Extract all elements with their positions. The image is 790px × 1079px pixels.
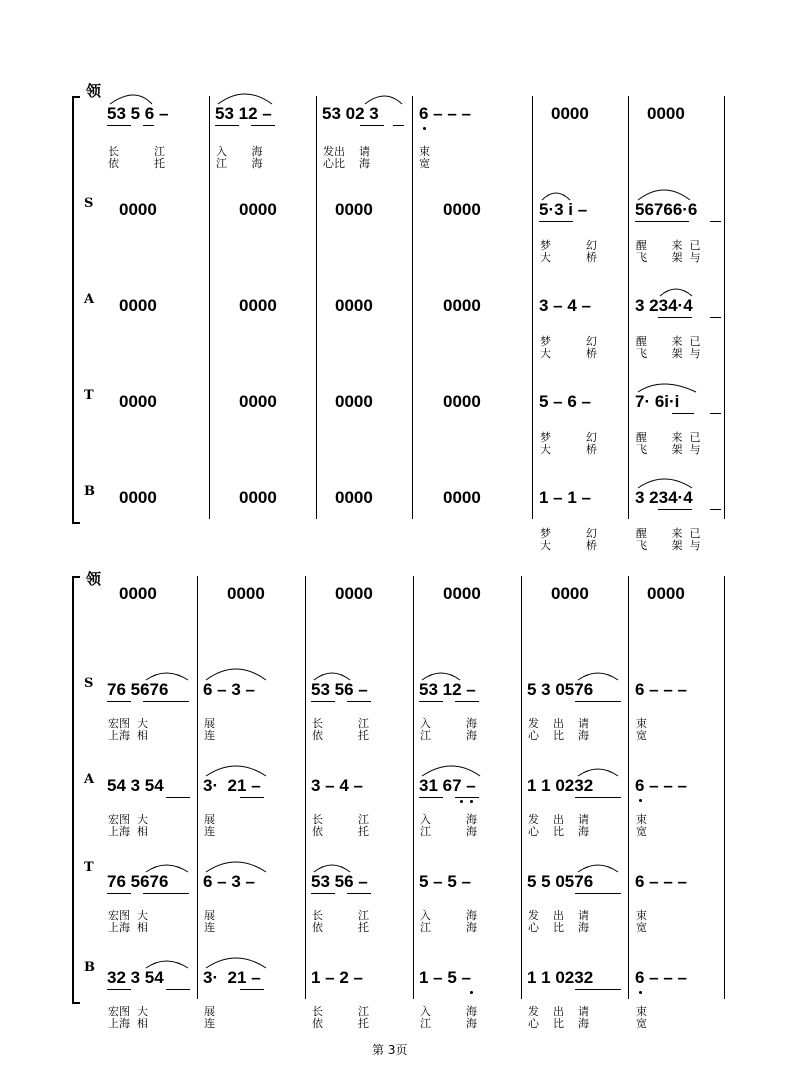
measure-notes: 6 – – – xyxy=(419,104,471,123)
slur xyxy=(206,669,266,680)
slur xyxy=(638,190,690,200)
part-label-bass: B xyxy=(84,484,95,499)
measure-notes: 3 234·4 xyxy=(635,296,693,315)
system-bracket xyxy=(72,576,80,1004)
measure-notes: 53 02 3 xyxy=(322,104,379,123)
lyric-line: 上海 相 xyxy=(108,825,148,838)
part-label-alto: A xyxy=(84,292,95,307)
lyric-line: 心比 海 xyxy=(323,157,370,170)
barline xyxy=(197,576,198,999)
lyric-line: 长 江 xyxy=(312,909,369,922)
lyric-line: 心 比 海 xyxy=(528,1017,589,1030)
measure-notes: 6 – 3 – xyxy=(203,680,255,699)
underline xyxy=(107,893,131,894)
lyric-line: 束 xyxy=(636,717,647,730)
rest-measure: 0000 xyxy=(647,584,685,603)
rest-measure: 0000 xyxy=(443,392,481,411)
measure-notes: 53 5 6 – xyxy=(107,104,169,123)
slur xyxy=(542,193,570,200)
barline xyxy=(724,96,725,519)
rest-measure: 0000 xyxy=(119,200,157,219)
lyric-line: 依 托 xyxy=(312,921,369,934)
underline xyxy=(539,221,573,222)
underline xyxy=(347,701,371,702)
rest-measure: 0000 xyxy=(239,296,277,315)
slur xyxy=(638,479,692,488)
measure-notes: 53 12 – xyxy=(215,104,272,123)
lyric-line: 大 桥 xyxy=(540,347,597,360)
rest-measure: 0000 xyxy=(119,392,157,411)
barline xyxy=(413,576,414,999)
lyric-line: 心 比 海 xyxy=(528,729,589,742)
slur xyxy=(365,96,402,104)
measure-notes: 6 – – – xyxy=(635,968,687,987)
rest-measure: 0000 xyxy=(443,584,481,603)
lyric-line: 江 海 xyxy=(420,921,477,934)
lyric-line: 大 桥 xyxy=(540,443,597,456)
lyric-line: 入 海 xyxy=(420,717,477,730)
slur xyxy=(110,95,152,104)
measure-notes: 5 – 5 – xyxy=(419,872,471,891)
lyric-line: 大 桥 xyxy=(540,251,597,264)
measure-notes: 3· 21 – xyxy=(203,968,261,987)
lyric-line: 江 海 xyxy=(420,1017,477,1030)
measure-notes: 31 67 – xyxy=(419,776,476,795)
barline xyxy=(412,96,413,519)
underline xyxy=(575,797,621,798)
underline xyxy=(710,413,721,414)
system-bracket xyxy=(72,96,80,524)
underline xyxy=(710,509,721,510)
lyric-line: 宽 xyxy=(636,1017,647,1030)
measure-notes: 7· 6i·i xyxy=(635,392,680,411)
measure-notes: 3 234·4 xyxy=(635,488,693,507)
measure-notes: 3· 21 – xyxy=(203,776,261,795)
lyric-line: 醒 来 已 xyxy=(636,239,701,252)
measure-notes: 3 – 4 – xyxy=(539,296,591,315)
slur xyxy=(146,865,188,872)
barline xyxy=(209,96,210,519)
measure-notes: 6 – – – xyxy=(635,776,687,795)
lyric-line: 飞 架 与 xyxy=(636,347,701,360)
lyric-line: 梦 幻 xyxy=(540,431,597,444)
lyric-line: 宏图 大 xyxy=(108,909,148,922)
underline xyxy=(107,125,131,126)
slur xyxy=(638,384,696,392)
low-octave-dot xyxy=(639,799,642,802)
lyric-line: 梦 幻 xyxy=(540,239,597,252)
underline xyxy=(710,317,721,318)
lyric-line: 入 海 xyxy=(216,145,263,158)
part-label-soprano: S xyxy=(84,676,94,691)
slur xyxy=(422,673,460,680)
underline xyxy=(347,893,371,894)
lyric-line: 上海 相 xyxy=(108,921,148,934)
low-octave-dot xyxy=(460,800,463,803)
measure-notes: 5 5 0576 xyxy=(527,872,594,891)
barline xyxy=(628,576,629,999)
lyric-line: 入 海 xyxy=(420,813,477,826)
lyric-line: 宽 xyxy=(636,729,647,742)
underline xyxy=(658,317,692,318)
underline xyxy=(251,125,275,126)
rest-measure: 0000 xyxy=(443,296,481,315)
lyric-line: 江 海 xyxy=(420,729,477,742)
barline xyxy=(521,576,522,999)
lyric-line: 束 xyxy=(636,1005,647,1018)
measure-notes: 76 5676 xyxy=(107,680,169,699)
lyric-line: 展 xyxy=(204,909,215,922)
low-octave-dot xyxy=(470,991,473,994)
measure-notes: 56766·6 xyxy=(635,200,698,219)
rest-measure: 0000 xyxy=(335,392,373,411)
measure-notes: 76 5676 xyxy=(107,872,169,891)
lyric-line: 展 xyxy=(204,813,215,826)
rest-measure: 0000 xyxy=(335,584,373,603)
slur xyxy=(146,961,188,968)
lyric-line: 宽 xyxy=(636,921,647,934)
lyric-line: 梦 幻 xyxy=(540,527,597,540)
underline xyxy=(143,125,154,126)
slur xyxy=(314,865,350,872)
barline xyxy=(305,576,306,999)
slur xyxy=(314,673,350,680)
lyric-line: 宽 xyxy=(636,825,647,838)
underline xyxy=(107,701,131,702)
underline xyxy=(143,893,189,894)
lyric-line: 束 xyxy=(419,145,430,158)
lyric-line: 依 托 xyxy=(312,729,369,742)
lyric-line: 上海 相 xyxy=(108,1017,148,1030)
measure-notes: 3 – 4 – xyxy=(311,776,363,795)
rest-measure: 0000 xyxy=(335,200,373,219)
underline xyxy=(166,797,190,798)
lyric-line: 醒 来 已 xyxy=(636,527,701,540)
underline xyxy=(240,989,264,990)
underline xyxy=(215,125,239,126)
lyric-line: 发 出 请 xyxy=(528,717,589,730)
lyric-line: 依 托 xyxy=(108,157,165,170)
part-label-tenor: T xyxy=(84,860,94,875)
lyric-line: 发 出 请 xyxy=(528,1005,589,1018)
low-octave-dot xyxy=(423,127,426,130)
rest-measure: 0000 xyxy=(239,392,277,411)
slur xyxy=(206,958,266,968)
lyric-line: 连 xyxy=(204,825,215,838)
rest-measure: 0000 xyxy=(335,488,373,507)
lyric-line: 长 江 xyxy=(312,1005,369,1018)
lyric-line: 心 比 海 xyxy=(528,921,589,934)
part-label-soprano: S xyxy=(84,196,94,211)
rest-measure: 0000 xyxy=(443,488,481,507)
lyric-line: 连 xyxy=(204,729,215,742)
lyric-line: 宏图 大 xyxy=(108,1005,148,1018)
lyric-line: 长 江 xyxy=(312,813,369,826)
lyric-line: 连 xyxy=(204,1017,215,1030)
underline xyxy=(575,701,621,702)
measure-notes: 1 – 1 – xyxy=(539,488,591,507)
lyric-line: 依 托 xyxy=(312,825,369,838)
barline xyxy=(316,96,317,519)
lyric-line: 展 xyxy=(204,1005,215,1018)
lyric-line: 飞 架 与 xyxy=(636,443,701,456)
lyric-line: 江 海 xyxy=(420,825,477,838)
lyric-line: 发出 请 xyxy=(323,145,370,158)
lyric-line: 长 江 xyxy=(312,717,369,730)
barline xyxy=(532,96,533,519)
slur xyxy=(422,766,480,776)
underline xyxy=(311,701,335,702)
rest-measure: 0000 xyxy=(119,584,157,603)
lyric-line: 发 出 请 xyxy=(528,909,589,922)
slur xyxy=(206,862,266,872)
rest-measure: 0000 xyxy=(119,296,157,315)
underline xyxy=(419,701,443,702)
slur xyxy=(146,673,188,680)
underline xyxy=(658,509,692,510)
measure-notes: 1 1 0232 xyxy=(527,968,594,987)
lyric-line: 发 出 请 xyxy=(528,813,589,826)
measure-notes: 54 3 54 xyxy=(107,776,164,795)
lyric-line: 束 xyxy=(636,909,647,922)
lyric-line: 连 xyxy=(204,921,215,934)
slur xyxy=(578,673,618,680)
rest-measure: 0000 xyxy=(227,584,265,603)
underline xyxy=(635,221,689,222)
low-octave-dot xyxy=(470,800,473,803)
measure-notes: 53 56 – xyxy=(311,872,368,891)
part-label-alto: A xyxy=(84,772,95,787)
underline xyxy=(455,797,479,798)
measure-notes: 53 56 – xyxy=(311,680,368,699)
slur xyxy=(206,766,266,776)
measure-notes: 32 3 54 xyxy=(107,968,164,987)
underline xyxy=(240,797,264,798)
underline xyxy=(672,413,694,414)
measure-notes: 1 – 2 – xyxy=(311,968,363,987)
measure-notes: 1 1 0232 xyxy=(527,776,594,795)
part-label-bass: B xyxy=(84,960,95,975)
part-label-lead: 领 xyxy=(86,82,102,100)
underline xyxy=(311,893,335,894)
lyric-line: 展 xyxy=(204,717,215,730)
part-label-lead: 领 xyxy=(86,570,102,588)
underline xyxy=(575,989,621,990)
underline xyxy=(143,701,189,702)
lyric-line: 飞 架 与 xyxy=(636,251,701,264)
lyric-line: 宏图 大 xyxy=(108,717,148,730)
rest-measure: 0000 xyxy=(551,104,589,123)
measure-notes: 6 – – – xyxy=(635,872,687,891)
slur xyxy=(578,865,618,872)
rest-measure: 0000 xyxy=(443,200,481,219)
lyric-line: 宽 xyxy=(419,157,430,170)
underline xyxy=(710,221,721,222)
low-octave-dot xyxy=(639,991,642,994)
measure-notes: 6 – – – xyxy=(635,680,687,699)
lyric-line: 入 海 xyxy=(420,909,477,922)
lyric-line: 长 江 xyxy=(108,145,165,158)
rest-measure: 0000 xyxy=(119,488,157,507)
measure-notes: 53 12 – xyxy=(419,680,476,699)
rest-measure: 0000 xyxy=(239,488,277,507)
page-number: 第 3页 xyxy=(372,1043,408,1057)
underline xyxy=(393,125,404,126)
lyric-line: 上海 相 xyxy=(108,729,148,742)
measure-notes: 5 3 0576 xyxy=(527,680,594,699)
lyric-line: 飞 架 与 xyxy=(636,539,701,552)
lyric-line: 梦 幻 xyxy=(540,335,597,348)
part-label-tenor: T xyxy=(84,388,94,403)
lyric-line: 入 海 xyxy=(420,1005,477,1018)
rest-measure: 0000 xyxy=(551,584,589,603)
underline xyxy=(166,989,190,990)
lyric-line: 大 桥 xyxy=(540,539,597,552)
barline xyxy=(628,96,629,519)
rest-measure: 0000 xyxy=(335,296,373,315)
slur xyxy=(660,289,692,296)
slur xyxy=(218,94,272,104)
underline xyxy=(419,797,443,798)
underline xyxy=(455,701,479,702)
lyric-line: 束 xyxy=(636,813,647,826)
underline xyxy=(575,893,621,894)
lyric-line: 江 海 xyxy=(216,157,263,170)
rest-measure: 0000 xyxy=(647,104,685,123)
lyric-line: 醒 来 已 xyxy=(636,335,701,348)
measure-notes: 5·3 i – xyxy=(539,200,588,219)
barline xyxy=(724,576,725,999)
lyric-line: 宏图 大 xyxy=(108,813,148,826)
lyric-line: 醒 来 已 xyxy=(636,431,701,444)
underline xyxy=(107,989,131,990)
underline xyxy=(360,125,384,126)
slur xyxy=(578,769,618,776)
measure-notes: 5 – 6 – xyxy=(539,392,591,411)
rest-measure: 0000 xyxy=(239,200,277,219)
measure-notes: 6 – 3 – xyxy=(203,872,255,891)
lyric-line: 心 比 海 xyxy=(528,825,589,838)
lyric-line: 依 托 xyxy=(312,1017,369,1030)
measure-notes: 1 – 5 – xyxy=(419,968,471,987)
